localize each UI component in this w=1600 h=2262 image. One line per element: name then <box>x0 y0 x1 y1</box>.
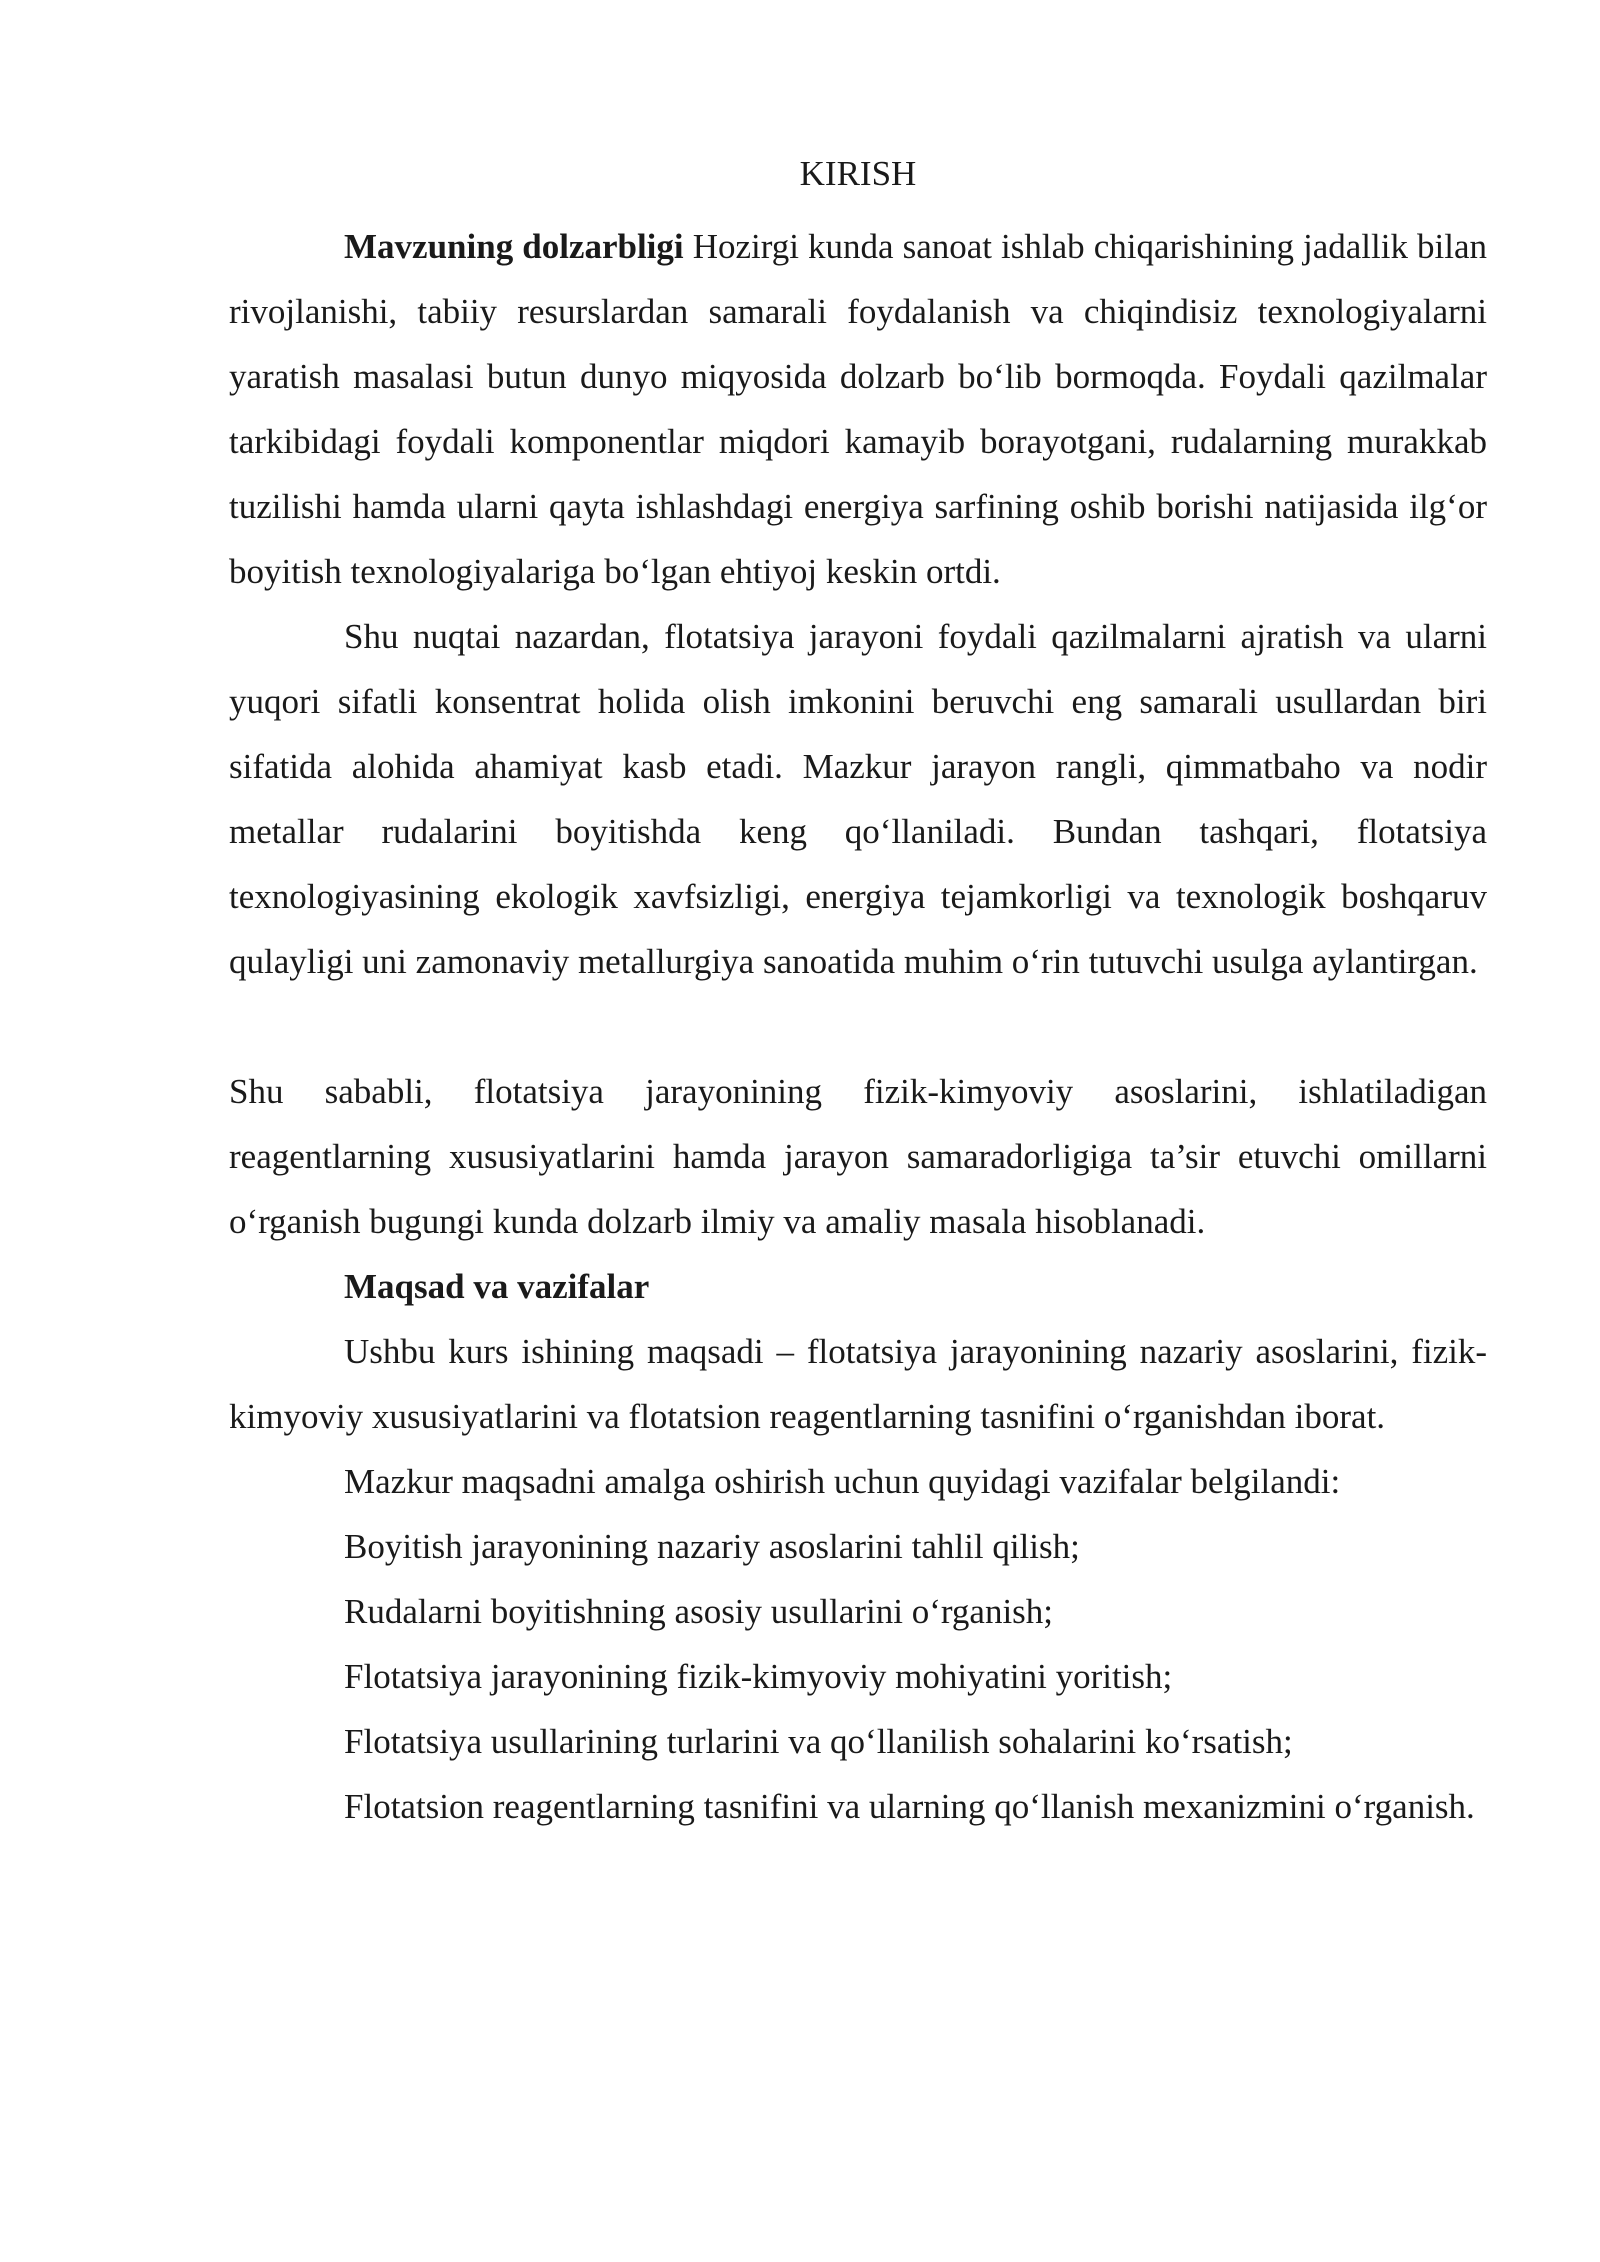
task-item: Boyitish jarayonining nazariy asoslarini tahlil qilish; <box>344 1527 1080 1566</box>
page-title: KIRISH <box>799 154 917 193</box>
paragraph-conclusion: Shu sababli, flotatsiya jarayonining fizik-kimyoviy asoslarini, ishlatiladigan reagentlarning xususiyatlarini hamda jarayon samaradorligiga ta’sir etuvchi omillarni o‘rganish bugungi kunda dolzarb ilmiy va amaliy masala hisoblanadi. <box>229 1072 1487 1241</box>
paragraph-flotation-importance: Shu nuqtai nazardan, flotatsiya jarayoni foydali qazilmalarni ajratish va ularni yuqori sifatli konsentrat holida olish imkonini beruvchi eng samarali usullardan biri sifatida alohida ahamiyat kasb etadi. Mazkur jarayon rangli, qimmatbaho va nodir metallar rudalarini boyitishda keng qo‘llaniladi. Bundan tashqari, flotatsiya texnologiyasining ekologik xavfsizligi, energiya tejamkorligi va texnologik boshqaruv qulayligi uni zamonaviy metallurgiya sanoatida muhim o‘rin tutuvchi usulga aylantirgan. <box>229 617 1487 981</box>
paragraph-relevance <box>229 214 1487 604</box>
document-body <box>229 150 1487 1839</box>
task-item: Flotatsion reagentlarning tasnifini va ularning qo‘llanish mexanizmini o‘rganish. <box>344 1787 1475 1826</box>
task-item: Flotatsiya jarayonining fizik-kimyoviy mohiyatini yoritish; <box>344 1657 1173 1696</box>
section-heading-goals: Maqsad va vazifalar <box>344 1267 650 1306</box>
task-item: Rudalarni boyitishning asosiy usullarini o‘rganish; <box>344 1592 1054 1631</box>
paragraph-spacer <box>229 994 1487 1059</box>
paragraph-goal: Ushbu kurs ishining maqsadi – flotatsiya jarayonining nazariy asoslarini, fizik-kimyoviy xususiyatlarini va flotatsion reagentlarning tasnifini o‘rganishdan iborat. <box>229 1332 1487 1436</box>
task-item: Flotatsiya usullarining turlarini va qo‘llanilish sohalarini ko‘rsatish; <box>344 1722 1293 1761</box>
paragraph-tasks-intro: Mazkur maqsadni amalga oshirish uchun quyidagi vazifalar belgilandi: <box>344 1462 1341 1501</box>
paragraph-relevance-text: Hozirgi kunda sanoat ishlab chiqarishining jadallik bilan rivojlanishi, tabiiy resurslardan samarali foydalanish va chiqindisiz texnologiyalarni yaratish masalasi butun dunyo miqyosida dolzarb bo‘lib bormoqda. Foydali qazilmalar tarkibidagi foydali komponentlar miqdori kamayib borayotgani, rudalarning murakkab tuzilishi hamda ularni qayta ishlashdagi energiya sarfining oshib borishi natijasida ilg‘or boyitish texnologiyalariga bo‘lgan ehtiyoj keskin ortdi. <box>229 227 1487 591</box>
section-heading-relevance: Mavzuning dolzarbligi <box>344 227 684 266</box>
